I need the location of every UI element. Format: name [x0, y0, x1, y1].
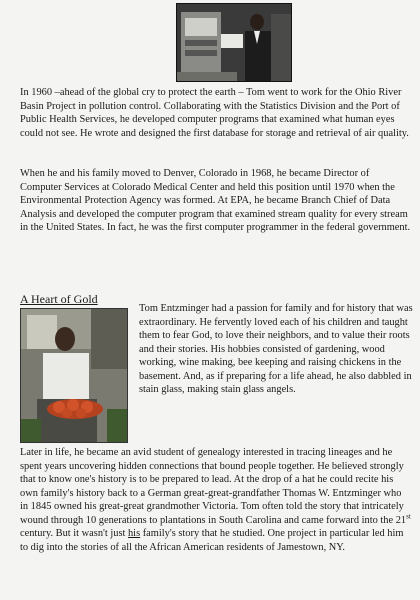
- section-heading: A Heart of Gold: [20, 292, 98, 306]
- underlined-his: his: [127, 528, 141, 539]
- paragraph-genealogy: [20, 446, 412, 554]
- photo-man-with-tomatoes: [20, 308, 128, 443]
- paragraph-denver-epa: When he and his family moved to Denver, Colorado in 1968, he became Director of Computer Services at Colorado Medical Center and held this position until 1970 when the Environmental Protection Agency was formed. At EPA, he became Branch Chief of Data Analysis and developed the computer program that examined stream quality for every stream in the United States. In fact, he was the first computer programmer in the federal government.: [20, 168, 411, 233]
- photo-man-at-computer: [176, 3, 292, 82]
- genealogy-text-part-1: Later in life, he became an avid student of genealogy interested in tracing lineages and he spent years uncovering hidden connections that bound people together. He believed strongly that to know one's history is to be prepared to lead. At the drop of a hat he could recite his own family's history back to a German great-great-grandfather Thomas W. Entzminger who in 1845 owned his great-great grandmother Victoria. Tom often told the story that intricately wound through 10 generations to plantations in South Carolina and came forward into the 21: [20, 447, 407, 526]
- genealogy-text-part-3: family's story that he studied. One project in particular led him to dig into the stories of all the African American residents of Jamestown, NY.: [20, 528, 404, 553]
- genealogy-text-part-2: century. But it wasn't just: [20, 528, 128, 539]
- ordinal-suffix: st: [406, 512, 411, 521]
- paragraph-passion-for-family: Tom Entzminger had a passion for family and for history that was extraordinary. He fervently loved each of his children and taught them to fear God, to love their neighbors, and to value their roots and their stories. His hobbies consisted of gardening, wood working, wine making, bee keeping and raising chickens in the basement. And, as if preparing for a life ahead, he also dabbled in stain glass, making stain glass angels.: [139, 303, 413, 395]
- paragraph-ohio-river-basin: In 1960 –ahead of the global cry to protect the earth – Tom went to work for the Ohio River Basin Project in pollution control. Collaborating with the Statistics Division and the Port of Public Health Services, he developed computer programs that examined what human eyes could not see. He wrote and designed the first database for storage and retrieval of air quality.: [20, 87, 409, 139]
